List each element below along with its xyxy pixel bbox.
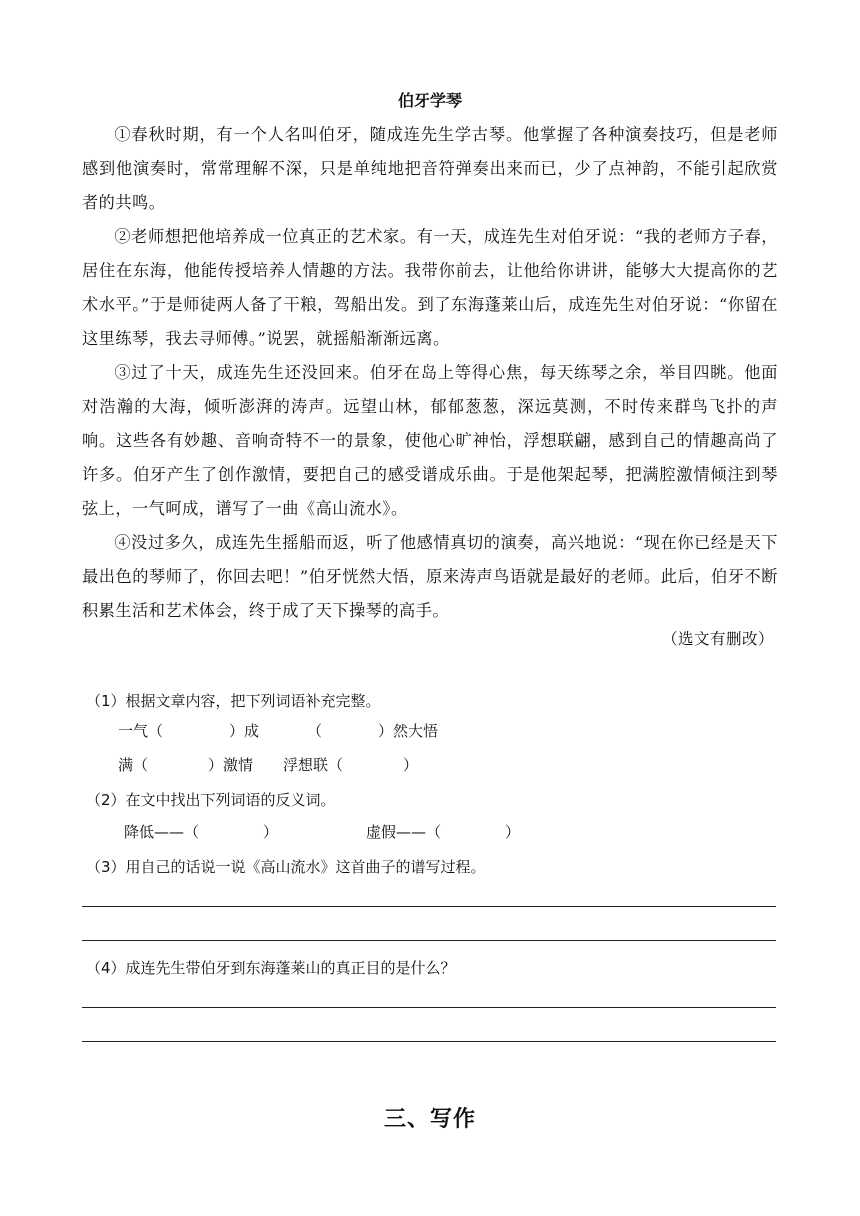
answer-line-q4-1[interactable]: [82, 1007, 776, 1008]
q2-blank-1-pre: 降低——（: [124, 823, 200, 841]
article-title: 伯牙学琴: [397, 91, 462, 110]
q1-blank-2-post: ）然大悟: [378, 722, 439, 740]
question-1-row-1: [118, 720, 438, 741]
q1-blank-3-pre: 满（: [118, 756, 149, 774]
q1-blank-3-post: ）激情: [208, 756, 254, 774]
paragraph-2: ②老师想把他培养成一位真正的艺术家。有一天，成连先生对伯牙说：“我的老师方子春，居住在东海，他能传授培养人情趣的方法。我带你前去，让他给你讲讲，能够大大提高你的艺术水平。”于是师徒两人备了干粮，驾船出发。到了东海蓬莱山后，成连先生对伯牙说：“你留在这里练琴，我去寻师傅。”说罢，就摇船渐渐远离。: [82, 227, 778, 348]
question-1-prompt: （1）根据文章内容，把下列词语补充完整。: [86, 692, 381, 710]
article-body: [82, 118, 778, 628]
question-3-prompt: （3）用自己的话说一说《高山流水》这首曲子的谱写过程。: [86, 858, 486, 876]
answer-line-q3-1[interactable]: [82, 906, 776, 907]
q1-blank-4-post: ）: [403, 756, 419, 774]
source-note: （选文有删改）: [661, 630, 774, 648]
paragraph-1: ①春秋时期，有一个人名叫伯牙，随成连先生学古琴。他掌握了各种演奏技巧，但是老师感到他演奏时，常常理解不深，只是单纯地把音符弹奏出来而已，少了点神韵，不能引起欣赏者的共鸣。: [82, 125, 778, 212]
q2-blank-2-pre: 虚假——（: [366, 823, 442, 841]
question-2-prompt: （2）在文中找出下列词语的反义词。: [86, 791, 336, 809]
q1-blank-1-pre: 一气（: [118, 722, 164, 740]
q2-blank-1-post: ）: [263, 823, 279, 841]
q2-blank-2-post: ）: [505, 823, 521, 841]
answer-line-q4-2[interactable]: [82, 1041, 776, 1042]
q1-blank-4-pre: 浮想联（: [283, 756, 344, 774]
section-heading: 三、写作: [383, 1107, 476, 1132]
question-4-prompt: （4）成连先生带伯牙到东海蓬莱山的真正目的是什么？: [86, 959, 456, 977]
paragraph-3: ③过了十天，成连先生还没回来。伯牙在岛上等得心焦，每天练琴之余，举目四眺。他面对浩瀚的大海，倾听澎湃的涛声。远望山林，郁郁葱葱，深远莫测，不时传来群鸟飞扑的声响。这些各有妙趣、音响奇特不一的景象，使他心旷神怡，浮想联翩，感到自己的情趣高尚了许多。伯牙产生了创作激情，要把自己的感受谱成乐曲。于是他架起琴，把满腔激情倾注到琴弦上，一气呵成，谱写了一曲《高山流水》。: [82, 363, 778, 518]
paragraph-4: ④没过多久，成连先生摇船而返，听了他感情真切的演奏，高兴地说：“现在你已经是天下最出色的琴师了，你回去吧！”伯牙恍然大悟，原来涛声鸟语就是最好的老师。此后，伯牙不断积累生活和艺术体会，终于成了天下操琴的高手。: [82, 533, 778, 620]
question-2-items: [124, 821, 520, 842]
q1-blank-1-post: ）成: [229, 722, 260, 740]
q1-blank-2-pre: （: [307, 722, 323, 740]
question-1-row-2: [118, 754, 418, 775]
answer-line-q3-2[interactable]: [82, 940, 776, 941]
